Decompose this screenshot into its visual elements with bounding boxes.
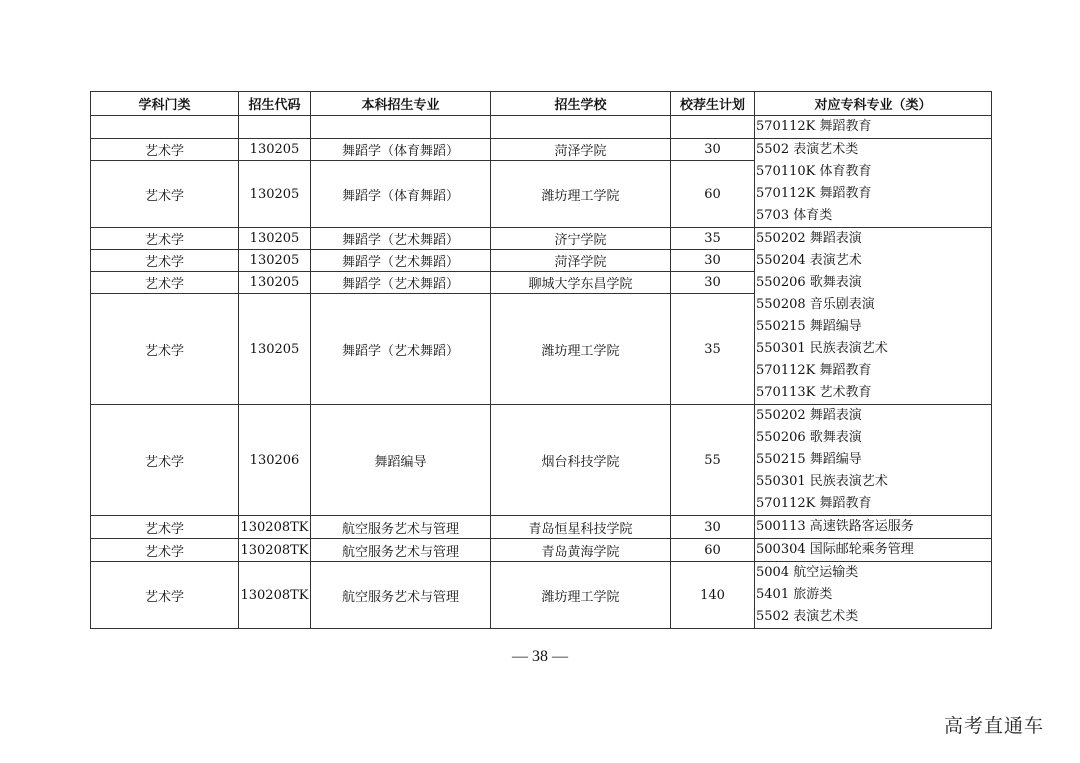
junior-major-item: 5703 体育类 [756, 208, 833, 223]
cell-school: 聊城大学东昌学院 [491, 272, 671, 294]
cell-plan: 30 [671, 139, 755, 161]
junior-major-item: 570112K 舞蹈教育 [756, 363, 872, 378]
cell-category: 艺术学 [91, 405, 239, 516]
cell-school [491, 116, 671, 139]
header-major: 本科招生专业 [311, 92, 491, 116]
table-row [91, 405, 992, 516]
junior-major-item: 550206 歌舞表演 [756, 430, 862, 445]
junior-major-item: 5004 航空运输类 [756, 565, 859, 580]
table-row [91, 139, 992, 161]
junior-major-item: 550204 表演艺术 [756, 253, 862, 268]
cell-junior-majors [755, 539, 992, 562]
page-number: — 38 — [512, 648, 568, 665]
junior-major-item: 550215 舞蹈编导 [756, 452, 862, 467]
junior-major-item: 570112K 舞蹈教育 [756, 119, 872, 134]
cell-school: 济宁学院 [491, 228, 671, 250]
table-row [91, 539, 992, 562]
cell-junior-majors [755, 562, 992, 629]
cell-school: 菏泽学院 [491, 139, 671, 161]
table-header-row [91, 92, 992, 116]
cell-category: 艺术学 [91, 161, 239, 228]
table-row [91, 562, 992, 629]
cell-major: 舞蹈学（艺术舞蹈） [311, 228, 491, 250]
cell-school: 潍坊理工学院 [491, 562, 671, 629]
cell-plan: 35 [671, 228, 755, 250]
cell-junior-majors [755, 516, 992, 539]
cell-junior-majors [755, 405, 992, 516]
junior-major-item: 570112K 舞蹈教育 [756, 496, 872, 511]
table-row [91, 116, 992, 139]
cell-major: 舞蹈学（艺术舞蹈） [311, 250, 491, 272]
cell-school: 菏泽学院 [491, 250, 671, 272]
cell-code: 130205 [239, 250, 311, 272]
cell-plan: 35 [671, 294, 755, 405]
cell-junior-majors [755, 116, 992, 139]
cell-plan: 60 [671, 539, 755, 562]
header-school: 招生学校 [491, 92, 671, 116]
junior-major-item: 570113K 艺术教育 [756, 385, 872, 400]
header-category: 学科门类 [91, 92, 239, 116]
junior-major-item: 570112K 舞蹈教育 [756, 186, 872, 201]
junior-major-item: 5502 表演艺术类 [756, 609, 859, 624]
cell-school: 潍坊理工学院 [491, 161, 671, 228]
cell-major: 舞蹈学（体育舞蹈） [311, 161, 491, 228]
header-junior-majors: 对应专科专业（类） [755, 92, 992, 116]
cell-school: 潍坊理工学院 [491, 294, 671, 405]
junior-major-item: 550206 歌舞表演 [756, 275, 862, 290]
cell-plan: 60 [671, 161, 755, 228]
cell-plan: 140 [671, 562, 755, 629]
cell-plan: 30 [671, 272, 755, 294]
cell-major: 舞蹈学（艺术舞蹈） [311, 294, 491, 405]
table-row [91, 228, 992, 250]
cell-major: 航空服务艺术与管理 [311, 562, 491, 629]
cell-plan: 30 [671, 516, 755, 539]
cell-junior-majors [755, 228, 992, 405]
cell-category: 艺术学 [91, 139, 239, 161]
junior-major-item: 500113 高速铁路客运服务 [756, 519, 914, 534]
cell-major: 舞蹈编导 [311, 405, 491, 516]
junior-major-item: 550208 音乐剧表演 [756, 297, 875, 312]
cell-junior-majors [755, 139, 992, 228]
cell-category [91, 116, 239, 139]
cell-category: 艺术学 [91, 228, 239, 250]
junior-major-item: 550202 舞蹈表演 [756, 231, 862, 246]
cell-major: 航空服务艺术与管理 [311, 516, 491, 539]
cell-major [311, 116, 491, 139]
cell-category: 艺术学 [91, 294, 239, 405]
cell-plan [671, 116, 755, 139]
cell-code [239, 116, 311, 139]
cell-code: 130205 [239, 272, 311, 294]
junior-major-item: 500304 国际邮轮乘务管理 [756, 542, 914, 557]
header-plan: 校荐生计划 [671, 92, 755, 116]
cell-school: 烟台科技学院 [491, 405, 671, 516]
cell-plan: 30 [671, 250, 755, 272]
cell-school: 青岛黄海学院 [491, 539, 671, 562]
cell-school: 青岛恒星科技学院 [491, 516, 671, 539]
junior-major-item: 5401 旅游类 [756, 587, 833, 602]
cell-plan: 55 [671, 405, 755, 516]
junior-major-item: 550215 舞蹈编导 [756, 319, 862, 334]
cell-code: 130205 [239, 294, 311, 405]
watermark-text: 高考直通车 [944, 715, 1045, 737]
cell-major: 舞蹈学（艺术舞蹈） [311, 272, 491, 294]
cell-category: 艺术学 [91, 516, 239, 539]
cell-category: 艺术学 [91, 539, 239, 562]
cell-category: 艺术学 [91, 250, 239, 272]
cell-major: 航空服务艺术与管理 [311, 539, 491, 562]
junior-major-item: 570110K 体育教育 [756, 164, 872, 179]
cell-code: 130206 [239, 405, 311, 516]
cell-code: 130208TK [239, 539, 311, 562]
header-code: 招生代码 [239, 92, 311, 116]
cell-major: 舞蹈学（体育舞蹈） [311, 139, 491, 161]
cell-code: 130208TK [239, 516, 311, 539]
cell-category: 艺术学 [91, 562, 239, 629]
cell-code: 130205 [239, 228, 311, 250]
junior-major-item: 5502 表演艺术类 [756, 142, 859, 157]
enrollment-table [90, 91, 992, 629]
cell-code: 130208TK [239, 562, 311, 629]
cell-category: 艺术学 [91, 272, 239, 294]
junior-major-item: 550301 民族表演艺术 [756, 341, 888, 356]
junior-major-item: 550301 民族表演艺术 [756, 474, 888, 489]
cell-code: 130205 [239, 139, 311, 161]
cell-code: 130205 [239, 161, 311, 228]
table-row [91, 516, 992, 539]
junior-major-item: 550202 舞蹈表演 [756, 408, 862, 423]
